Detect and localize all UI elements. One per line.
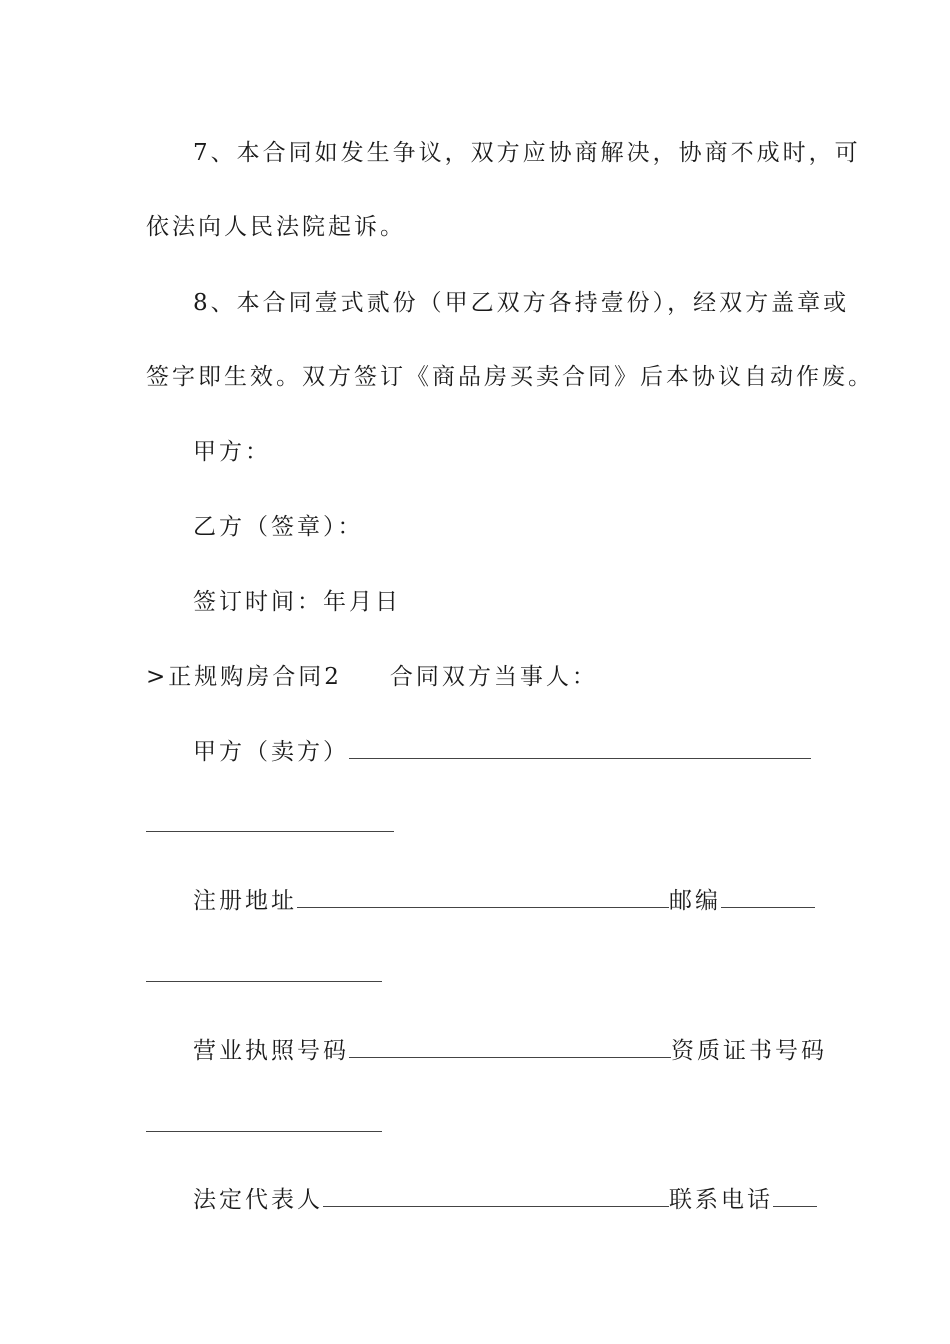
business-license-label: 营业执照号码 [193,1038,349,1064]
legal-representative-label: 法定代表人 [193,1187,323,1213]
signing-date-label: 签订时间：年月日 [193,589,401,615]
legal-representative-blank[interactable] [323,1187,669,1207]
license-row [193,1036,827,1066]
qualification-cert-label: 资质证书号码 [671,1038,827,1064]
clause-7-line-1: 7、本合同如发生争议，双方应协商解决，协商不成时，可 [193,140,861,166]
registered-address-label: 注册地址 [193,888,297,914]
contact-phone-blank[interactable] [773,1187,817,1207]
seller-row [193,737,811,767]
section-2-heading: >正规购房合同2 [146,664,342,690]
section-2-heading-row [146,662,598,692]
postcode-blank-continued[interactable] [146,981,382,982]
business-license-blank[interactable] [349,1038,671,1058]
clause-7-line-2: 依法向人民法院起诉。 [146,214,406,240]
registered-address-blank[interactable] [297,888,669,908]
postcode-blank[interactable] [721,888,815,908]
seller-blank[interactable] [349,739,811,759]
qualification-cert-blank[interactable] [146,1131,382,1132]
seller-blank-continued[interactable] [146,831,394,832]
contact-phone-label: 联系电话 [669,1187,773,1213]
seller-label: 甲方（卖方） [193,739,349,765]
legal-rep-row [193,1185,817,1215]
address-row [193,886,815,916]
party-a-signature-label: 甲方： [193,439,271,465]
clause-8-line-1: 8、本合同壹式贰份（甲乙双方各持壹份），经双方盖章或 [193,290,850,316]
clause-8-line-2: 签字即生效。双方签订《商品房买卖合同》后本协议自动作废。 [146,364,874,390]
postcode-label: 邮编 [669,888,721,914]
party-b-signature-label: 乙方（签章）： [193,514,364,540]
parties-intro: 合同双方当事人： [389,664,598,690]
